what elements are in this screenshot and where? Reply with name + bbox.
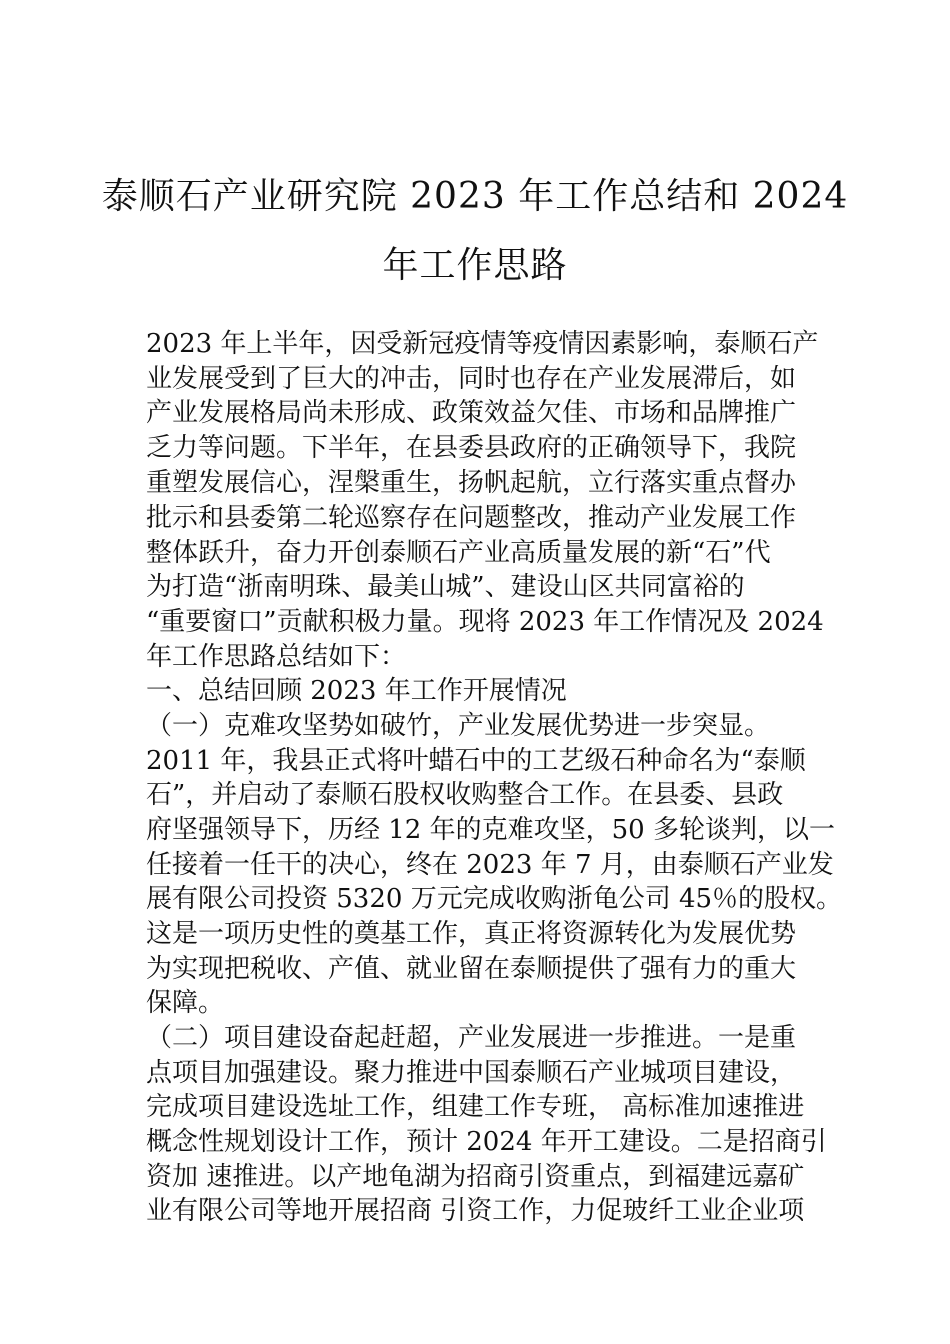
body-line-2: 业发展受到了巨大的冲击，同时也存在产业发展滞后，如 — [146, 364, 797, 394]
body-line-16: 任接着一任干的决心，终在 2023 年 7 月，由泰顺石产业发 — [146, 850, 834, 880]
document-title-line-1: 泰顺石产业研究院 2023 年工作总结和 2024 — [101, 176, 849, 217]
body-line-1: 2023 年上半年，因受新冠疫情等疫情因素影响，泰顺石产 — [146, 329, 819, 359]
body-line-15: 府坚强领导下，历经 12 年的克难攻坚，50 多轮谈判，以一 — [146, 815, 835, 845]
body-line-6: 批示和县委第二轮巡察存在问题整改，推动产业发展工作 — [146, 503, 797, 533]
body-line-3: 产业发展格局尚未形成、政策效益欠佳、市场和品牌推广 — [146, 398, 797, 428]
body-line-14: 石”，并启动了泰顺石股权收购整合工作。在县委、县政 — [146, 780, 784, 810]
body-line-13: 2011 年，我县正式将叶蜡石中的工艺级石种命名为“泰顺 — [146, 746, 806, 776]
body-line-23: 完成项目建设选址工作，组建工作专班， 高标准加速推进 — [146, 1092, 805, 1122]
document-title-line-2: 年工作思路 — [382, 245, 568, 286]
body-line-5: 重塑发展信心，涅槃重生，扬帆起航，立行落实重点督办 — [146, 468, 797, 498]
body-line-7: 整体跃升，奋力开创泰顺石产业高质量发展的新“石”代 — [146, 538, 771, 568]
body-line-10: 年工作思路总结如下： — [146, 642, 407, 672]
body-line-9: “重要窗口”贡献积极力量。现将 2023 年工作情况及 2024 — [146, 607, 824, 637]
body-line-18: 这是一项历史性的奠基工作，真正将资源转化为发展优势 — [146, 919, 797, 949]
subsection-heading-1: （一）克难攻坚势如破竹，产业发展优势进一步突显。 — [146, 711, 771, 741]
body-line-4: 乏力等问题。下半年，在县委县政府的正确领导下，我院 — [146, 433, 797, 463]
body-line-22: 点项目加强建设。聚力推进中国泰顺石产业城项目建设， — [146, 1058, 797, 1088]
body-line-26: 业有限公司等地开展招商 引资工作，力促玻纤工业企业项 — [146, 1196, 805, 1226]
body-line-17: 展有限公司投资 5320 万元完成收购浙龟公司 45％的股权。 — [146, 884, 843, 914]
section-heading-1: 一、总结回顾 2023 年工作开展情况 — [146, 676, 567, 706]
subsection-heading-2: （二）项目建设奋起赶超，产业发展进一步推进。一是重 — [146, 1023, 797, 1053]
body-line-20: 保障。 — [146, 988, 225, 1018]
body-line-24: 概念性规划设计工作，预计 2024 年开工建设。二是招商引 — [146, 1127, 827, 1157]
body-line-19: 为实现把税收、产值、就业留在泰顺提供了强有力的重大 — [146, 954, 797, 984]
body-line-25: 资加 速推进。以产地龟湖为招商引资重点，到福建远嘉矿 — [146, 1162, 805, 1192]
body-line-8: 为打造“浙南明珠、最美山城”、建设山区共同富裕的 — [146, 572, 745, 602]
